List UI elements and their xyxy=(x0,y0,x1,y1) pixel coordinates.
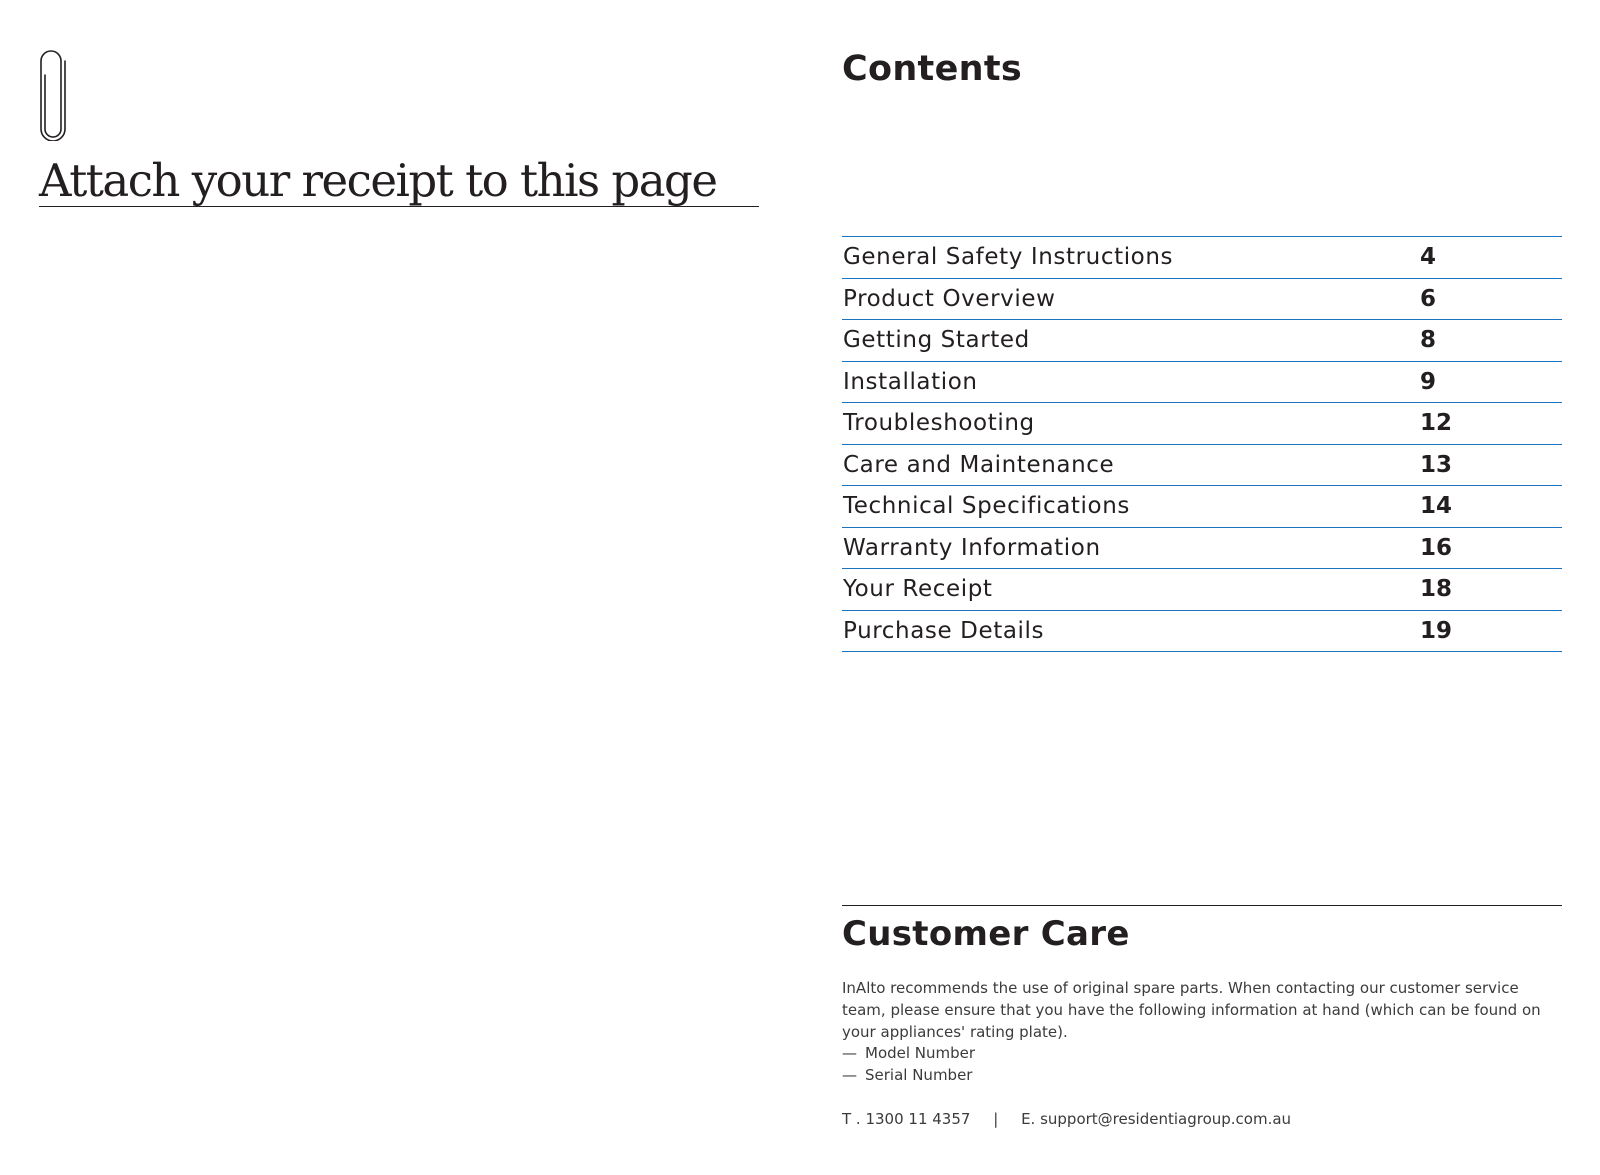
toc-page-number: 8 xyxy=(1420,327,1437,353)
toc-entry-label: Warranty Information xyxy=(843,534,1101,561)
dash-bullet: — xyxy=(842,1066,857,1084)
toc-page-number: 14 xyxy=(1420,493,1453,519)
contact-separator: | xyxy=(993,1110,999,1128)
right-page xyxy=(800,0,1600,1175)
toc-entry-label: Your Receipt xyxy=(843,576,993,602)
toc-entry-label: Technical Specifications xyxy=(843,493,1130,519)
toc-page-number: 18 xyxy=(1420,576,1453,602)
toc-page-number: 4 xyxy=(1420,244,1437,270)
customer-care-divider xyxy=(842,905,1562,906)
toc-row[interactable] xyxy=(842,528,1562,570)
list-item xyxy=(842,1064,975,1086)
toc-entry-label: Installation xyxy=(843,368,978,395)
toc-page-number: 6 xyxy=(1420,285,1437,312)
toc-row[interactable] xyxy=(842,362,1562,404)
required-info-list xyxy=(842,1042,975,1086)
dash-bullet: — xyxy=(842,1044,857,1062)
support-email[interactable]: E. support@residentiagroup.com.au xyxy=(1021,1110,1292,1128)
toc-page-number: 13 xyxy=(1420,451,1453,478)
toc-row[interactable] xyxy=(842,279,1562,321)
contents-heading: Contents xyxy=(842,49,1022,89)
toc-page-number: 16 xyxy=(1420,534,1453,561)
paperclip-icon xyxy=(38,49,68,141)
toc-page-number: 9 xyxy=(1420,368,1437,395)
toc-row[interactable] xyxy=(842,445,1562,487)
toc-page-number: 12 xyxy=(1420,410,1453,436)
toc-entry-label: Care and Maintenance xyxy=(843,451,1115,478)
toc-row[interactable] xyxy=(842,237,1562,279)
title-underline xyxy=(39,206,759,207)
table-of-contents xyxy=(842,236,1562,652)
receipt-page-title: Attach your receipt to this page xyxy=(39,154,717,207)
toc-entry-label: Product Overview xyxy=(843,285,1056,312)
contact-line xyxy=(842,1108,1291,1130)
toc-entry-label: General Safety Instructions xyxy=(843,244,1174,270)
list-item-text: Serial Number xyxy=(865,1066,973,1084)
toc-entry-label: Getting Started xyxy=(843,327,1030,353)
toc-entry-label: Troubleshooting xyxy=(843,410,1035,436)
toc-row[interactable] xyxy=(842,611,1562,653)
toc-row[interactable] xyxy=(842,403,1562,445)
toc-row[interactable] xyxy=(842,320,1562,362)
list-item-text: Model Number xyxy=(865,1044,976,1062)
toc-row[interactable] xyxy=(842,569,1562,611)
toc-row[interactable] xyxy=(842,486,1562,528)
customer-care-body: InAlto recommends the use of original spare parts. When contacting our customer service team, please ensure that you have the following information at hand (which can be found on your appliances' rating plate). xyxy=(842,979,1541,1041)
toc-entry-label: Purchase Details xyxy=(843,617,1045,644)
phone-number[interactable]: T . 1300 11 4357 xyxy=(842,1110,971,1128)
toc-page-number: 19 xyxy=(1420,617,1453,644)
customer-care-heading: Customer Care xyxy=(842,914,1130,954)
list-item xyxy=(842,1042,975,1064)
